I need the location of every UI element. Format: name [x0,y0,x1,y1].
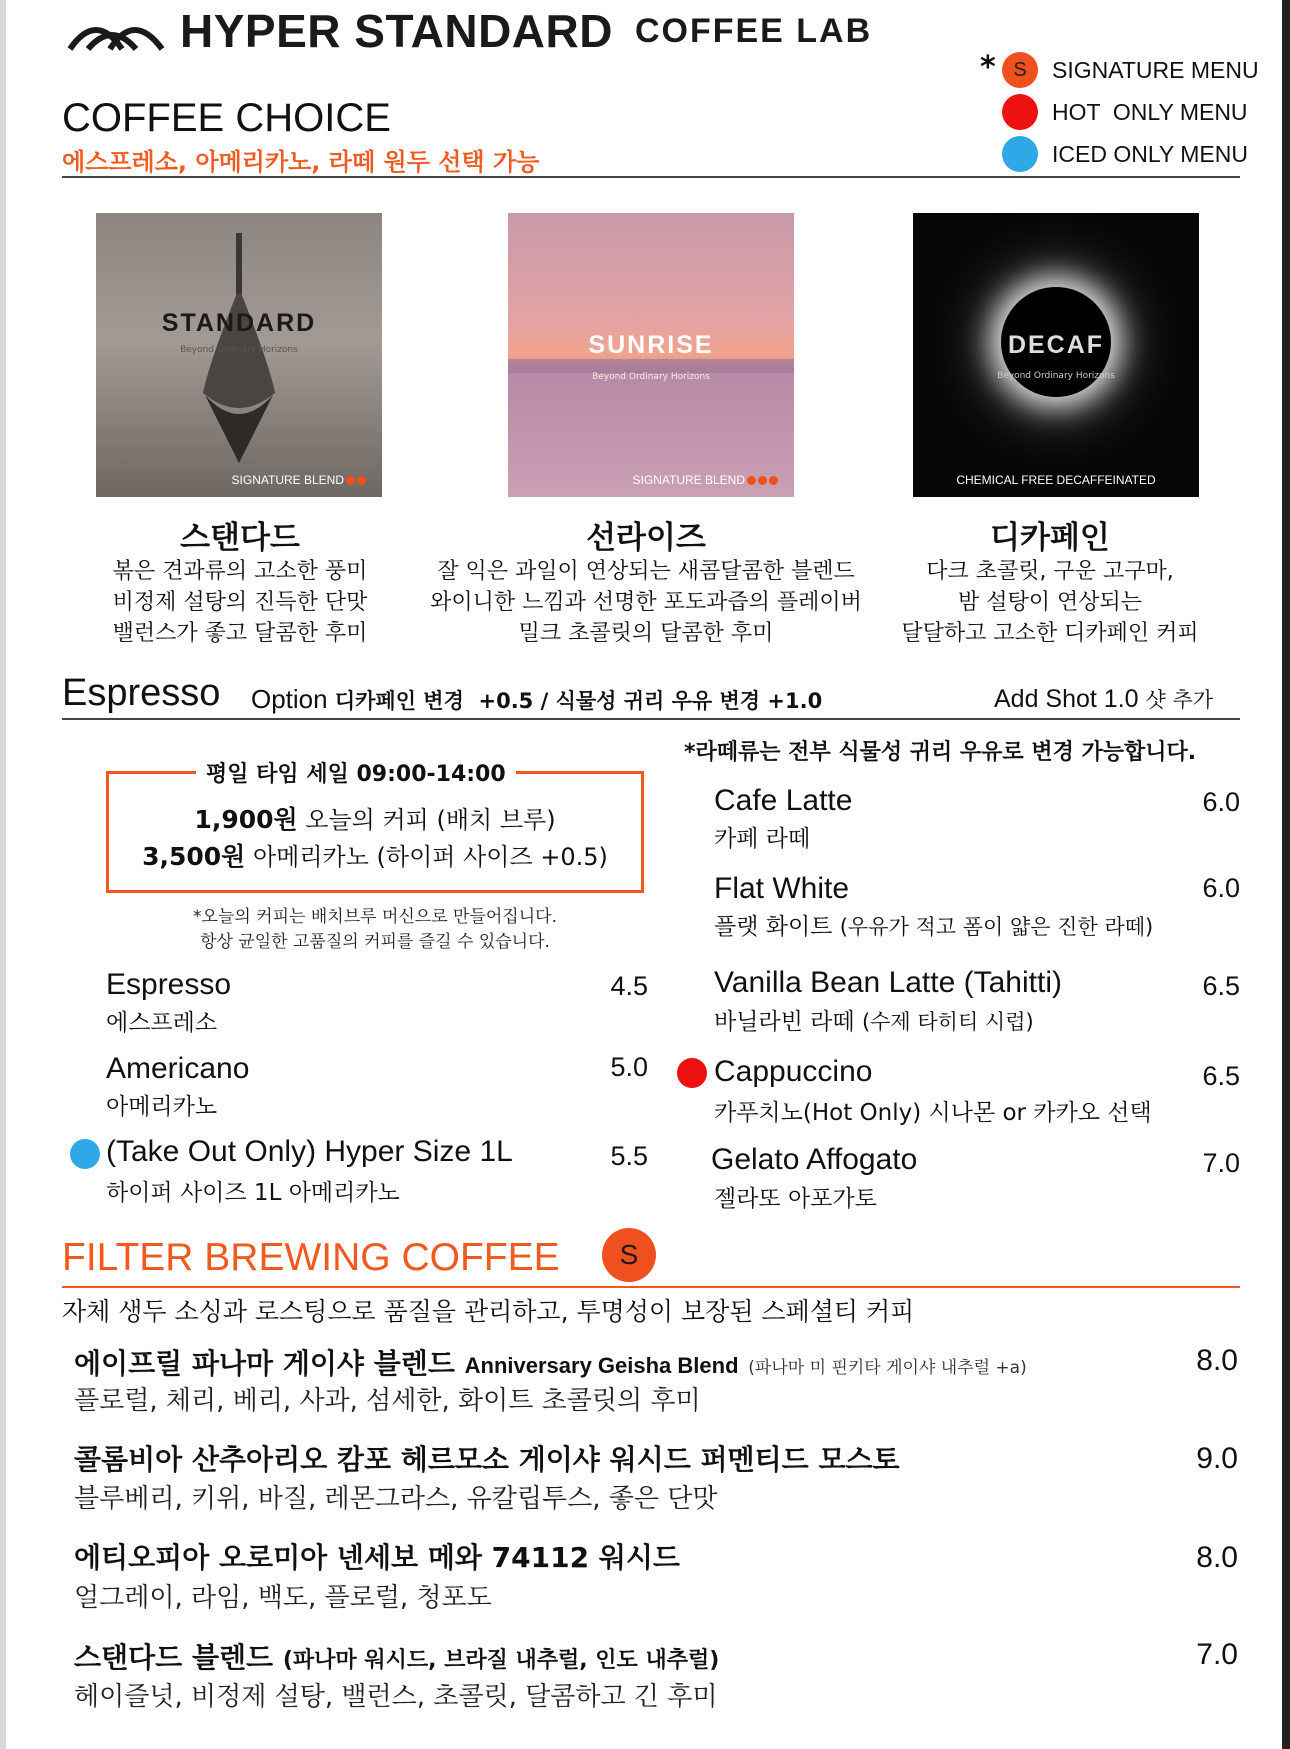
filter-item-name: 에이프릴 파나마 게이샤 블렌드 Anniversary Geisha Blend (파나마 미 핀키타 게이샤 내추럴 +a) [74,1347,1027,1380]
bean-name-standard: 스탠다드 [180,520,300,556]
filter-subtitle: 자체 생두 소싱과 로스팅으로 품질을 관리하고, 투명성이 보장된 스페셜티 커피 [62,1297,915,1326]
filter-item-price: 7.0 [1196,1638,1238,1671]
legend-asterisk: * [980,50,996,85]
filter-item-notes: 얼그레이, 라임, 백도, 플로럴, 청포도 [74,1583,492,1613]
hot-dot-icon [1002,94,1038,130]
horizon-line [508,359,794,373]
iced-dot-icon [1002,136,1038,172]
image-title: SUNRISE [588,331,714,359]
bean-name-decaf: 디카페인 [990,520,1110,556]
bean-desc-sunrise: 잘 익은 과일이 연상되는 새콤달콤한 블렌드 와이니한 느낌과 선명한 포도과즙의 플레이버 밀크 초콜릿의 달콤한 후미 [430,559,862,646]
filter-item-price: 9.0 [1196,1442,1238,1475]
filter-item-name: 스탠다드 블렌드 (파나마 워시드, 브라질 내추럴, 인도 내추럴) [74,1641,720,1674]
image-subtitle: Beyond Ordinary Horizons [997,371,1115,381]
coffee-choice-subtitle: 에스프레소, 아메리카노, 라떼 원두 선택 가능 [62,148,540,176]
image-subtitle: Beyond Ordinary Horizons [180,345,298,355]
menu-item-name: (Take Out Only) Hyper Size 1L [106,1135,513,1168]
section-divider [62,1286,1240,1288]
time-sale-note: *오늘의 커피는 배치브루 머신으로 만들어집니다. [193,907,557,927]
filter-item-price: 8.0 [1196,1344,1238,1377]
hot-only-icon [677,1058,707,1088]
legend-hot [1002,94,1248,130]
legend-signature [1002,52,1259,88]
menu-item-ko: 하이퍼 사이즈 1L 아메리카노 [106,1180,400,1206]
filter-item-notes: 플로럴, 체리, 베리, 사과, 섬세한, 화이트 초콜릿의 후미 [74,1386,701,1416]
bean-desc-decaf: 다크 초콜릿, 구운 고구마, 밤 설탕이 연상되는 달달하고 고소한 디카페인 커피 [901,559,1199,646]
espresso-section-title: Espresso [62,672,221,714]
time-sale-note: 항상 균일한 고품질의 커피를 즐길 수 있습니다. [200,932,550,952]
bean-name-sunrise: 선라이즈 [586,520,706,556]
standard-blend-image [96,213,382,497]
signature-badge-icon: S [602,1228,656,1282]
sunrise-blend-image [508,213,794,497]
menu-item-price: 6.0 [1202,873,1240,903]
filter-item-name: 에티오피아 오로미아 넨세보 메와 74112 워시드 [74,1541,680,1574]
menu-item-name: Flat White [714,872,850,905]
espresso-option: Option 디카페인 변경 +0.5 / 식물성 귀리 우유 변경 +1.0 [251,684,823,714]
menu-item-name: Gelato Affogato [711,1143,918,1176]
legend-iced [1002,136,1248,172]
menu-item-ko: 아메리카노 [106,1094,218,1120]
legend-label: SIGNATURE MENU [1052,56,1259,83]
menu-item-price: 7.0 [1202,1148,1240,1178]
menu-item-price: 6.5 [1202,1061,1240,1091]
add-shot-option: Add Shot 1.0 샷 추가 [994,685,1214,713]
coffee-choice-title: COFFEE CHOICE [62,96,391,140]
time-sale-line: 3,500원 아메리카노 (하이퍼 사이즈 +0.5) [142,842,608,871]
image-footer: CHEMICAL FREE DECAFFEINATED [956,473,1156,487]
menu-item-ko: 카푸치노(Hot Only) 시나몬 or 카카오 선택 [714,1100,1152,1126]
menu-item-name: Espresso [106,968,232,1001]
menu-item-price: 6.5 [1202,971,1240,1001]
menu-item-name: Cafe Latte [714,784,853,817]
decaf-blend-image [913,213,1199,497]
time-sale-title: 평일 타임 세일 09:00-14:00 [196,757,516,788]
brand-name: HYPER STANDARD [180,5,613,57]
menu-item-name: Vanilla Bean Latte (Tahitti) [714,966,1062,999]
image-footer: SIGNATURE BLEND [633,473,778,487]
filter-item-name: 콜롬비아 산추아리오 캄포 헤르모소 게이샤 워시드 퍼멘티드 모스토 [74,1443,900,1476]
latte-oat-milk-note: *라떼류는 전부 식물성 귀리 우유로 변경 가능합니다. [684,740,1197,765]
menu-item-price: 4.5 [610,971,648,1001]
arches-logo-icon [66,9,166,53]
iced-only-icon [70,1139,100,1169]
menu-item-price: 5.5 [610,1141,648,1171]
menu-item-ko: 에스프레소 [106,1010,218,1036]
menu-item-name: Cappuccino [714,1055,873,1088]
brand-suffix: COFFEE LAB [634,11,873,50]
section-divider [62,176,1240,178]
legend-label: HOT ONLY MENU [1052,98,1248,125]
menu-item-price: 6.0 [1202,787,1240,817]
menu-item-name: Americano [106,1052,250,1085]
time-sale-line: 1,900원 오늘의 커피 (배치 브루) [194,805,556,834]
filter-item-price: 8.0 [1196,1541,1238,1574]
filter-item-notes: 블루베리, 키위, 바질, 레몬그라스, 유칼립투스, 좋은 단맛 [74,1484,718,1514]
image-title: DECAF [1007,331,1105,359]
menu-item-price: 5.0 [610,1052,648,1082]
bean-desc-standard: 볶은 견과류의 고소한 풍미 비정제 설탕의 진득한 단맛 밸런스가 좋고 달콤한 후미 [112,559,368,646]
image-subtitle: Beyond Ordinary Horizons [592,372,710,382]
filter-item-notes: 헤이즐넛, 비정제 설탕, 밸런스, 초콜릿, 달콤하고 긴 후미 [74,1682,718,1712]
menu-item-ko: 카페 라떼 [714,826,811,852]
image-title: STANDARD [161,309,317,337]
image-footer: SIGNATURE BLEND [232,473,366,487]
filter-section-title: FILTER BREWING COFFEE [62,1236,560,1279]
menu-item-ko: 젤라또 아포가토 [714,1186,877,1212]
menu-item-ko: 바닐라빈 라떼 (수제 타히티 시럽) [714,1009,1034,1035]
section-divider [62,718,1240,720]
menu-item-ko: 플랫 화이트 (우유가 적고 폼이 얇은 진한 라떼) [714,914,1154,940]
brand-header [66,4,872,58]
signature-badge-icon: S [1002,52,1038,88]
legend-label: ICED ONLY MENU [1052,140,1248,167]
